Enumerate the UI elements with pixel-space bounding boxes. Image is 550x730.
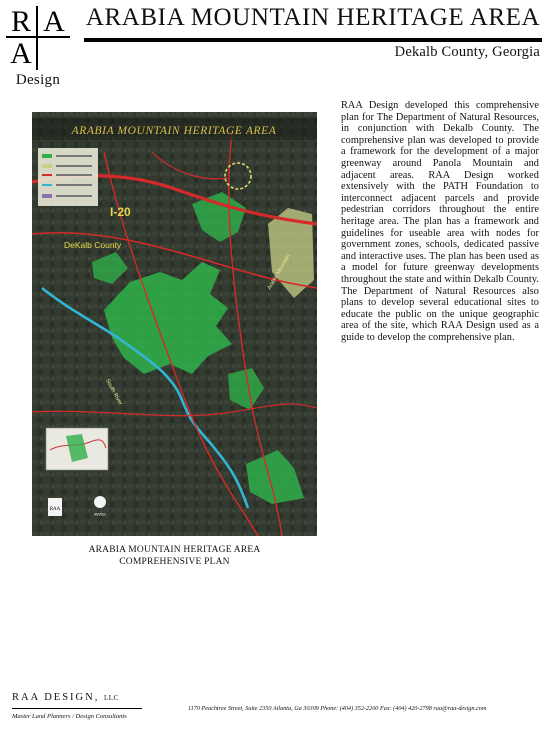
title-rule	[84, 38, 542, 42]
map-title-text: ARABIA MOUNTAIN HERITAGE AREA	[71, 125, 277, 137]
map-caption	[32, 544, 317, 568]
legend-text-line	[56, 165, 92, 167]
logo-empty-cell	[38, 38, 70, 70]
legend-swatch-river	[42, 184, 52, 186]
logo-design-word: Design	[15, 72, 61, 88]
page-title: ARABIA MOUNTAIN HERITAGE AREA	[85, 4, 541, 31]
footer-firm-text: RAA DESIGN,	[12, 692, 100, 703]
map-caption-line-1: ARABIA MOUNTAIN HERITAGE AREA	[88, 545, 261, 555]
map-label-county: DeKalb County	[64, 240, 122, 250]
inset-path-logo	[94, 496, 106, 508]
location-subtitle: Dekalb County, Georgia	[394, 44, 540, 60]
legend-text-line	[56, 195, 92, 197]
footer-firm-name	[12, 692, 119, 703]
inset-raa-logo-text: RAA	[49, 507, 61, 512]
heritage-area-map	[32, 112, 317, 536]
footer-contact-address: 1170 Peachtree Street, Suite 2350 Atlanta, Ga 30309 Phone: (404) 352-2200 Fax: (404) 420-2798 raa@raa-design.com	[188, 705, 487, 712]
footer-rule	[12, 708, 142, 709]
map-label-interstate: I-20	[110, 205, 131, 219]
map-graphic	[32, 112, 317, 536]
raa-logo	[6, 6, 70, 89]
legend-swatch-roads	[42, 174, 52, 176]
legend-swatch-other	[42, 194, 52, 198]
footer-tagline: Master Land Planners / Design Consultants	[12, 713, 127, 720]
footer-llc: LLC	[103, 694, 119, 702]
logo-letter-r: R	[6, 6, 38, 38]
logo-letter-a-top: A	[38, 6, 70, 38]
legend-text-line	[56, 155, 92, 157]
legend-swatch-park	[42, 164, 52, 168]
map-caption-line-2: COMPREHENSIVE PLAN	[119, 557, 230, 567]
legend-text-line	[56, 184, 92, 186]
map-label-river: South River	[104, 378, 124, 407]
map-label-park: Arabia Mountain	[266, 253, 292, 291]
logo-letter-a-bottom: A	[6, 38, 38, 70]
legend-text-line	[56, 174, 92, 176]
inset-path-logo-text: PATH	[94, 512, 106, 517]
project-description: RAA Design developed this comprehensive plan for The Department of Natural Resources, in conjunction with Dekalb County. The comprehensive plan was developed to provide a framework for the development of a major greenway around Panola Mountain and adjacent areas. RAA Design worked extensively with the PATH Foundation to interconnect adjacent parcels and provide pedestrian corridors throughout the entire heritage area. The plan has a framework and guidelines for useable area with nodes for government zones, schools, dedicated passive and interactive uses. The plan has been used as a model for future greenway developments throughout the state and within Dekalb County. The Department of Natural Resources also plans to develop several educational sites to educate the public on the unique geographic area of the site, which RAA Design used as a guide to develop the comprehensive plan.	[341, 100, 539, 343]
legend-swatch-greenway	[42, 154, 52, 158]
